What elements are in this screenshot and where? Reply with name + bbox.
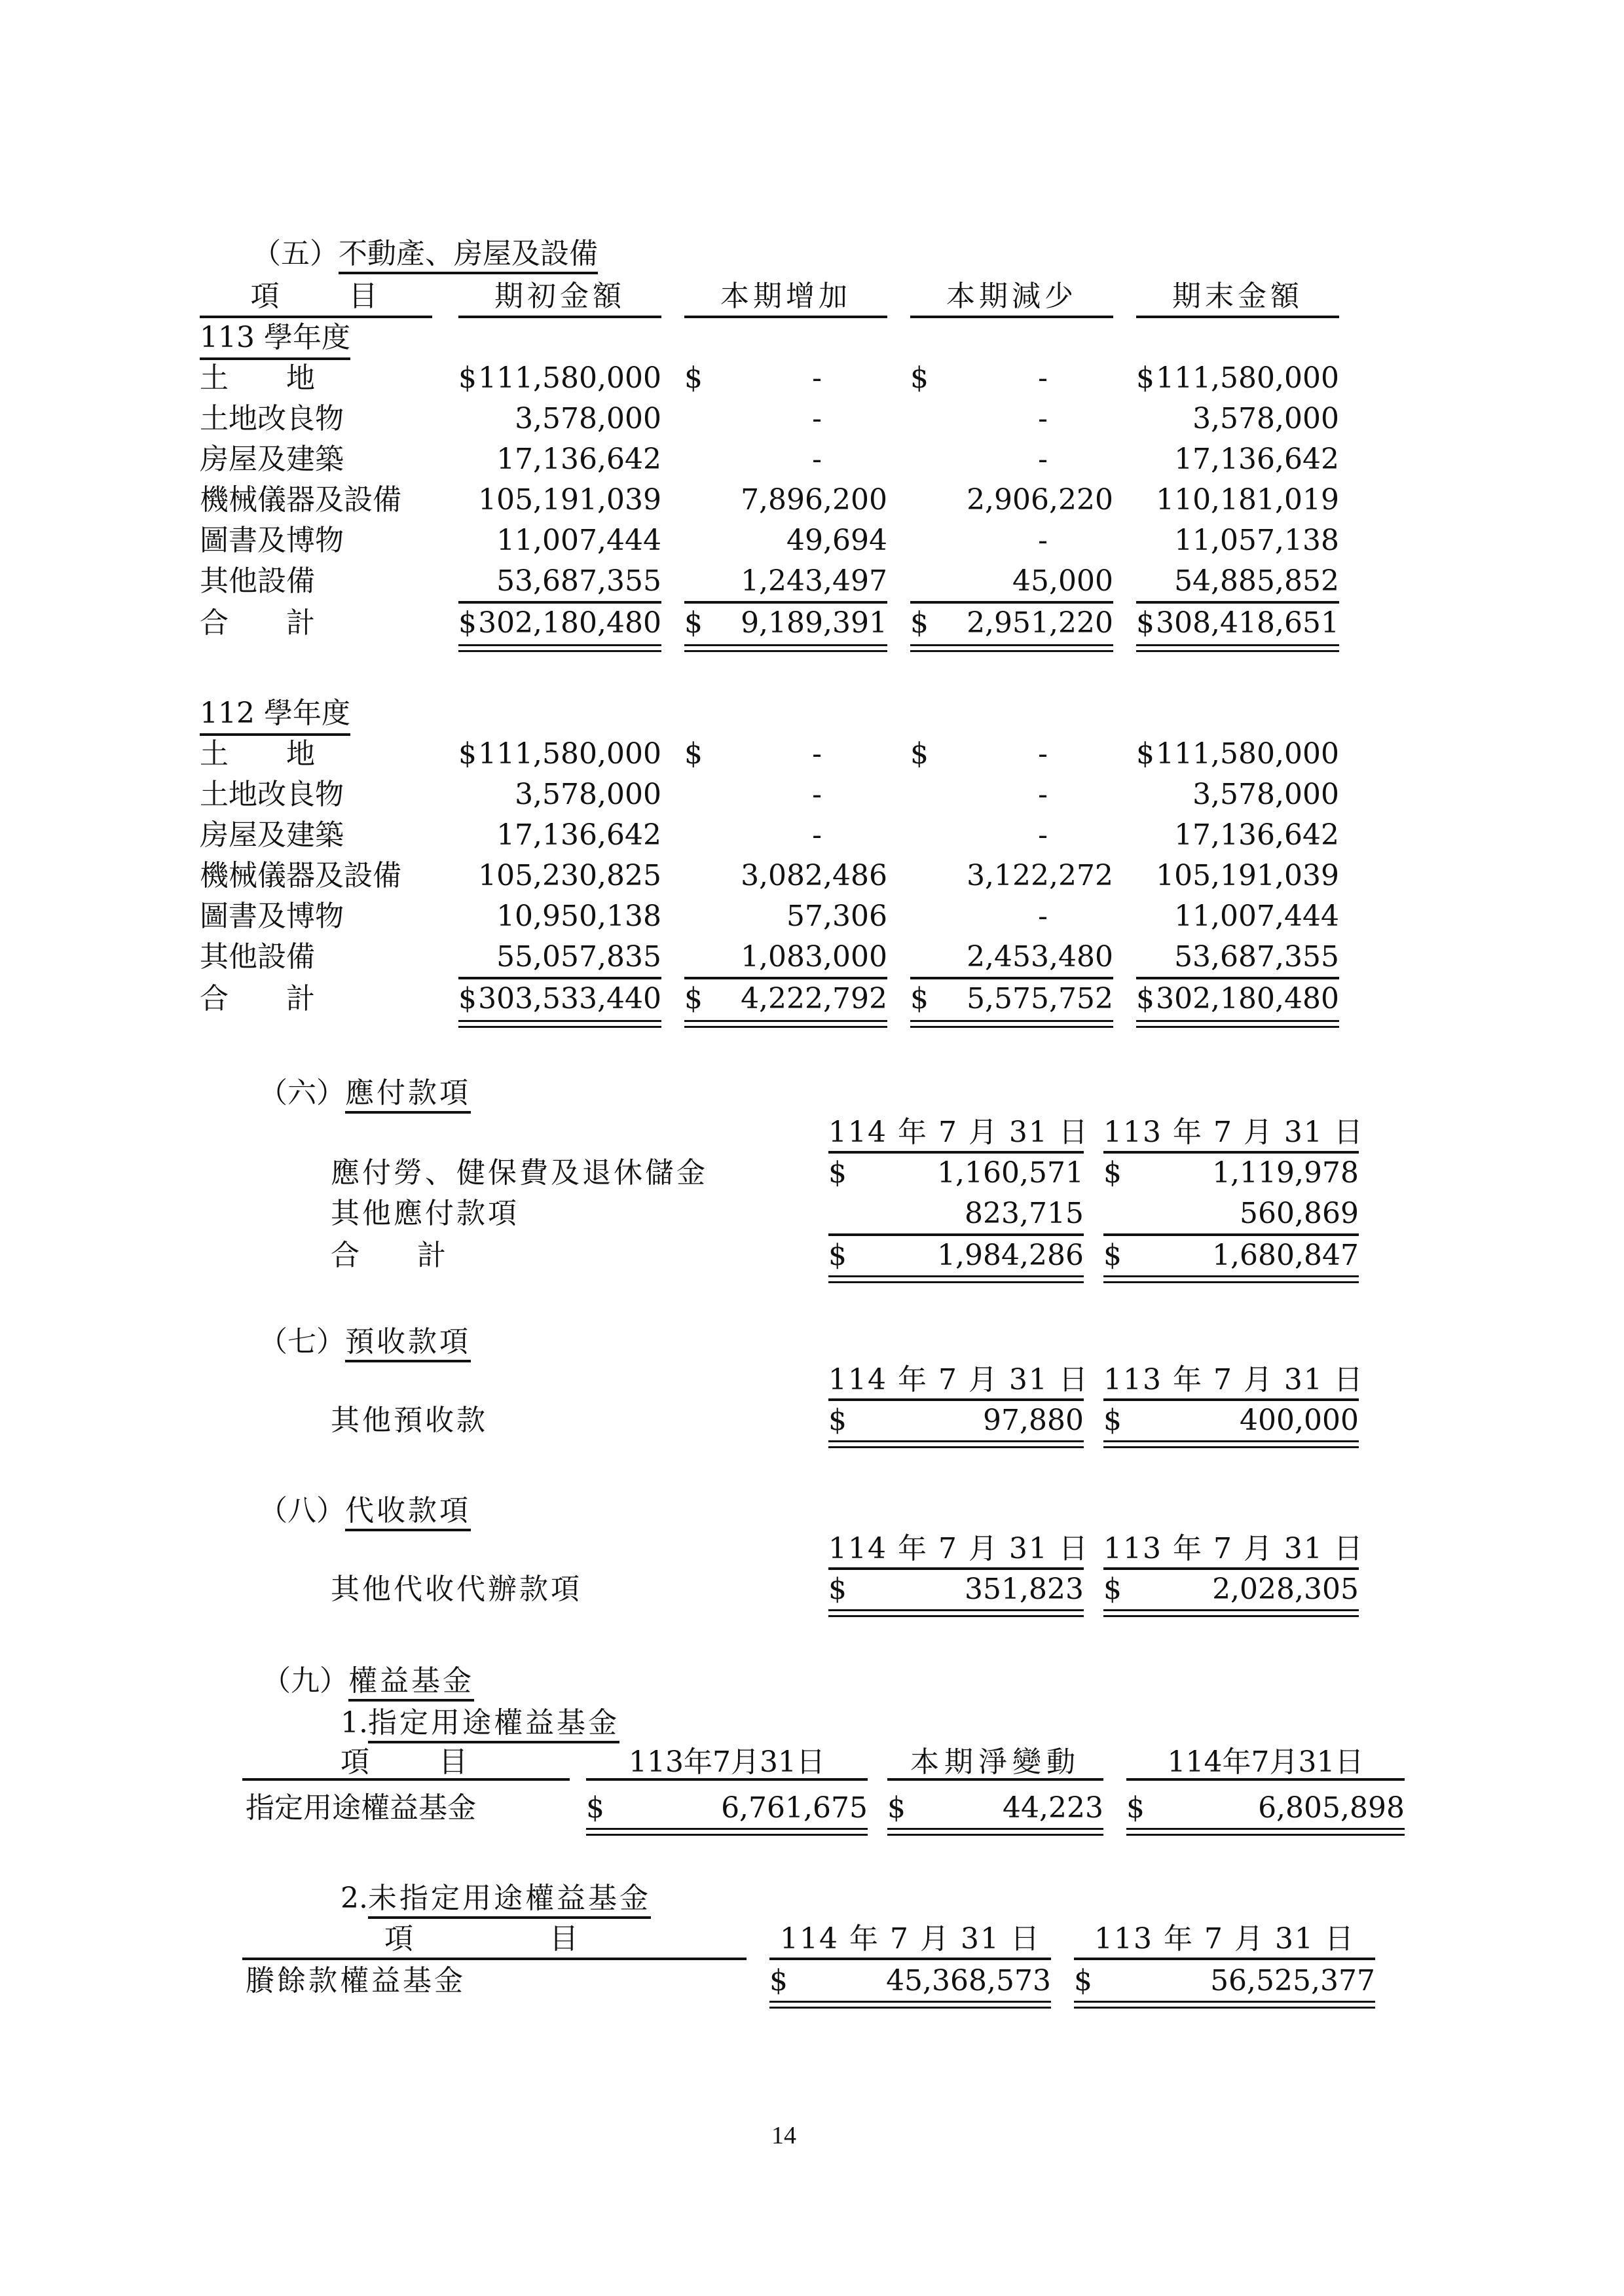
value: 3,082,486 bbox=[741, 859, 887, 892]
cell-begin bbox=[458, 981, 661, 1017]
value: 105,230,825 bbox=[478, 859, 661, 892]
value: 111,580,000 bbox=[478, 737, 661, 771]
s7-col-header-113: 113 年 7 月 31 日 bbox=[1103, 1363, 1364, 1396]
value: 302,180,480 bbox=[478, 606, 661, 640]
page-number: 14 bbox=[771, 2122, 796, 2149]
cell-begin bbox=[458, 563, 661, 600]
row-item: 其他預收款 bbox=[331, 1404, 488, 1437]
s6-col-header-114: 114 年 7 月 31 日 bbox=[828, 1116, 1089, 1149]
value: 6,805,898 bbox=[1258, 1791, 1405, 1825]
cell-113 bbox=[1103, 1237, 1359, 1274]
row-item: 其他設備 bbox=[200, 940, 315, 974]
value: - bbox=[812, 737, 822, 771]
total-double-line bbox=[1074, 2001, 1375, 2009]
value: - bbox=[1038, 402, 1048, 435]
section-8-title bbox=[259, 1493, 471, 1529]
cell-add bbox=[684, 401, 887, 437]
dollar-sign: $ bbox=[910, 361, 929, 395]
cell-sub bbox=[910, 858, 1113, 894]
cell-add bbox=[684, 898, 887, 935]
cell-end bbox=[1136, 981, 1339, 1017]
cell-change bbox=[887, 1790, 1103, 1827]
cell-add bbox=[684, 736, 887, 773]
subtotal-line bbox=[1136, 977, 1339, 979]
cell-begin bbox=[458, 858, 661, 894]
dollar-sign: $ bbox=[1136, 737, 1154, 771]
dollar-sign: $ bbox=[1103, 1156, 1122, 1190]
value: 823,715 bbox=[965, 1197, 1084, 1230]
cell-add bbox=[684, 482, 887, 519]
cell-114 bbox=[1126, 1790, 1405, 1827]
cell-begin bbox=[458, 482, 661, 519]
value: - bbox=[1038, 361, 1048, 395]
value: 111,580,000 bbox=[1156, 361, 1339, 395]
value: 55,057,835 bbox=[496, 940, 661, 974]
cell-add bbox=[684, 817, 887, 854]
cell-add bbox=[684, 522, 887, 559]
dollar-sign: $ bbox=[684, 737, 703, 771]
cell-begin bbox=[458, 817, 661, 854]
cell-begin bbox=[458, 441, 661, 478]
dollar-sign: $ bbox=[828, 1239, 847, 1272]
value: 17,136,642 bbox=[1174, 818, 1339, 852]
row-item: 土地改良物 bbox=[200, 778, 344, 811]
value: - bbox=[812, 361, 822, 395]
dollar-sign: $ bbox=[910, 606, 929, 640]
subtotal-line bbox=[828, 1233, 1084, 1236]
cell-end bbox=[1136, 522, 1339, 559]
cell-113 bbox=[1074, 1963, 1375, 1999]
value: 17,136,642 bbox=[496, 443, 661, 476]
value: 17,136,642 bbox=[1174, 443, 1339, 476]
s5-header-item: 項 目 bbox=[250, 280, 382, 313]
value: 110,181,019 bbox=[1156, 483, 1339, 517]
s9-1-header-114: 114年7月31日 bbox=[1167, 1745, 1364, 1779]
s9-2-header-item: 項 目 bbox=[384, 1922, 604, 1956]
s5-header-begin: 期初金額 bbox=[494, 280, 625, 313]
cell-add bbox=[684, 939, 887, 975]
dollar-sign: $ bbox=[1136, 982, 1154, 1015]
value: 1,119,978 bbox=[1212, 1156, 1359, 1190]
cell-add bbox=[684, 605, 887, 642]
row-item: 合 計 bbox=[331, 1239, 446, 1272]
value: 5,575,752 bbox=[967, 982, 1113, 1015]
s5-header-add: 本期增加 bbox=[720, 280, 851, 313]
cell-114 bbox=[769, 1963, 1051, 1999]
row-item: 應付勞、健保費及退休儲金 bbox=[331, 1156, 708, 1190]
header-underline bbox=[586, 1778, 868, 1781]
cell-sub bbox=[910, 563, 1113, 600]
row-item: 指定用途權益基金 bbox=[246, 1791, 476, 1825]
dollar-sign: $ bbox=[586, 1791, 604, 1825]
cell-sub bbox=[910, 482, 1113, 519]
value: 3,578,000 bbox=[1192, 402, 1339, 435]
value: 1,160,571 bbox=[937, 1156, 1084, 1190]
dollar-sign: $ bbox=[1074, 1964, 1092, 1997]
cell-sub bbox=[910, 360, 1113, 397]
value: - bbox=[812, 778, 822, 811]
cell-sub bbox=[910, 401, 1113, 437]
value: - bbox=[1038, 524, 1048, 557]
value: 97,880 bbox=[983, 1404, 1084, 1437]
total-double-line bbox=[828, 1275, 1084, 1283]
section-7-title bbox=[259, 1324, 471, 1360]
section-9-2-prefix: 2. bbox=[341, 1882, 368, 1915]
cell-113 bbox=[1103, 1402, 1359, 1439]
row-item: 合 計 bbox=[200, 606, 315, 640]
total-double-line bbox=[684, 644, 887, 652]
cell-begin bbox=[458, 360, 661, 397]
cell-113 bbox=[1103, 1571, 1359, 1608]
row-item: 合 計 bbox=[200, 982, 315, 1015]
total-double-line bbox=[887, 1828, 1103, 1836]
s5-header-sub: 本期減少 bbox=[946, 280, 1077, 313]
row-item: 其他代收代辦款項 bbox=[331, 1573, 582, 1606]
s5-period-113-label: 113 學年度 bbox=[200, 319, 350, 360]
value: 45,000 bbox=[1012, 564, 1113, 598]
cell-end bbox=[1136, 898, 1339, 935]
cell-end bbox=[1136, 482, 1339, 519]
col-header-underline bbox=[828, 1398, 1084, 1401]
cell-114 bbox=[828, 1571, 1084, 1608]
value: 1,083,000 bbox=[741, 940, 887, 974]
cell-begin bbox=[458, 776, 661, 813]
total-double-line bbox=[910, 1020, 1113, 1028]
section-9-2-title bbox=[341, 1880, 651, 1917]
row-item: 土地改良物 bbox=[200, 402, 344, 435]
value: - bbox=[812, 402, 822, 435]
dollar-sign: $ bbox=[828, 1404, 847, 1437]
col-header-underline bbox=[1103, 1567, 1359, 1570]
cell-sub bbox=[910, 736, 1113, 773]
cell-add bbox=[684, 563, 887, 600]
section-6-title bbox=[259, 1075, 471, 1112]
value: 2,906,220 bbox=[967, 483, 1113, 517]
row-item: 土 地 bbox=[200, 361, 315, 395]
section-9-heading: 權益基金 bbox=[348, 1664, 474, 1702]
dollar-sign: $ bbox=[1103, 1239, 1122, 1272]
cell-end bbox=[1136, 360, 1339, 397]
dollar-sign: $ bbox=[458, 737, 477, 771]
row-item: 其他應付款項 bbox=[331, 1197, 519, 1230]
cell-sub bbox=[910, 981, 1113, 1017]
dollar-sign: $ bbox=[1136, 361, 1154, 395]
s5-header-underline-end bbox=[1136, 316, 1339, 318]
cell-begin bbox=[458, 736, 661, 773]
cell-add bbox=[684, 858, 887, 894]
dollar-sign: $ bbox=[1126, 1791, 1145, 1825]
dollar-sign: $ bbox=[684, 982, 703, 1015]
total-double-line bbox=[769, 2001, 1051, 2009]
value: - bbox=[1038, 443, 1048, 476]
value: 10,950,138 bbox=[496, 900, 661, 933]
section-6-prefix: （六） bbox=[259, 1076, 345, 1110]
value: - bbox=[1038, 900, 1048, 933]
s9-2-header-114: 114 年 7 月 31 日 bbox=[780, 1922, 1041, 1956]
row-item: 圖書及博物 bbox=[200, 900, 344, 933]
row-item: 房屋及建築 bbox=[200, 818, 344, 852]
section-9-1-title bbox=[341, 1705, 619, 1741]
s5-header-underline-item bbox=[200, 316, 432, 318]
col-header-underline bbox=[828, 1151, 1084, 1154]
cell-end bbox=[1136, 858, 1339, 894]
s7-col-header-114: 114 年 7 月 31 日 bbox=[828, 1363, 1089, 1396]
cell-begin bbox=[458, 939, 661, 975]
row-item: 房屋及建築 bbox=[200, 443, 344, 476]
value: - bbox=[812, 443, 822, 476]
dollar-sign: $ bbox=[910, 982, 929, 1015]
total-double-line bbox=[910, 644, 1113, 652]
value: 1,243,497 bbox=[741, 564, 887, 598]
value: 2,951,220 bbox=[967, 606, 1113, 640]
value: 111,580,000 bbox=[1156, 737, 1339, 771]
s8-col-header-114: 114 年 7 月 31 日 bbox=[828, 1532, 1089, 1565]
header-underline bbox=[1074, 1958, 1375, 1960]
cell-113 bbox=[1103, 1155, 1359, 1192]
value: 3,578,000 bbox=[515, 402, 661, 435]
dollar-sign: $ bbox=[910, 737, 929, 771]
total-double-line bbox=[1103, 1440, 1359, 1448]
value: 3,578,000 bbox=[515, 778, 661, 811]
value: 6,761,675 bbox=[721, 1791, 868, 1825]
dollar-sign: $ bbox=[458, 982, 477, 1015]
value: 560,869 bbox=[1240, 1197, 1359, 1230]
section-9-title bbox=[262, 1663, 474, 1700]
subtotal-line bbox=[1136, 601, 1339, 604]
header-underline bbox=[242, 1958, 747, 1960]
value: 400,000 bbox=[1240, 1404, 1359, 1437]
row-item: 機械儀器及設備 bbox=[200, 483, 401, 517]
value: 44,223 bbox=[1003, 1791, 1103, 1825]
header-underline bbox=[242, 1778, 570, 1781]
row-item: 圖書及博物 bbox=[200, 524, 344, 557]
total-double-line bbox=[828, 1609, 1084, 1617]
value: 105,191,039 bbox=[1156, 859, 1339, 892]
total-double-line bbox=[1103, 1609, 1359, 1617]
subtotal-line bbox=[458, 977, 661, 979]
cell-end bbox=[1136, 939, 1339, 975]
value: 53,687,355 bbox=[496, 564, 661, 598]
value: 11,007,444 bbox=[496, 524, 661, 557]
value: 2,028,305 bbox=[1212, 1573, 1359, 1606]
section-8-heading: 代收款項 bbox=[345, 1494, 471, 1531]
cell-113 bbox=[1103, 1195, 1359, 1232]
value: 53,687,355 bbox=[1174, 940, 1339, 974]
header-underline bbox=[1126, 1778, 1405, 1781]
cell-sub bbox=[910, 522, 1113, 559]
total-double-line bbox=[684, 1020, 887, 1028]
value: 4,222,792 bbox=[741, 982, 887, 1015]
subtotal-line bbox=[684, 601, 887, 604]
dollar-sign: $ bbox=[684, 361, 703, 395]
subtotal-line bbox=[1103, 1233, 1359, 1236]
cell-sub bbox=[910, 441, 1113, 478]
total-double-line bbox=[1126, 1828, 1405, 1836]
s5-header-underline-begin bbox=[458, 316, 661, 318]
dollar-sign: $ bbox=[769, 1964, 788, 1997]
cell-sub bbox=[910, 605, 1113, 642]
section-7-heading: 預收款項 bbox=[345, 1325, 471, 1362]
s9-2-header-113: 113 年 7 月 31 日 bbox=[1094, 1922, 1355, 1956]
dollar-sign: $ bbox=[887, 1791, 906, 1825]
value: 105,191,039 bbox=[478, 483, 661, 517]
value: - bbox=[1038, 737, 1048, 771]
cell-add bbox=[684, 776, 887, 813]
dollar-sign: $ bbox=[828, 1156, 847, 1190]
cell-sub bbox=[910, 817, 1113, 854]
col-header-underline bbox=[1103, 1398, 1359, 1401]
value: 57,306 bbox=[786, 900, 887, 933]
total-double-line bbox=[458, 1020, 661, 1028]
row-item: 其他設備 bbox=[200, 564, 315, 598]
cell-begin bbox=[458, 401, 661, 437]
total-double-line bbox=[1136, 1020, 1339, 1028]
col-header-underline bbox=[828, 1567, 1084, 1570]
value: 1,680,847 bbox=[1212, 1239, 1359, 1272]
section-7-prefix: （七） bbox=[259, 1325, 345, 1358]
total-double-line bbox=[1103, 1275, 1359, 1283]
cell-end bbox=[1136, 441, 1339, 478]
cell-end bbox=[1136, 563, 1339, 600]
value: 302,180,480 bbox=[1156, 982, 1339, 1015]
cell-add bbox=[684, 981, 887, 1017]
cell-sub bbox=[910, 898, 1113, 935]
cell-add bbox=[684, 360, 887, 397]
dollar-sign: $ bbox=[684, 606, 703, 640]
value: - bbox=[812, 818, 822, 852]
section-5-prefix: （五） bbox=[252, 237, 339, 270]
value: 308,418,651 bbox=[1156, 606, 1339, 640]
cell-begin bbox=[458, 522, 661, 559]
cell-end bbox=[1136, 605, 1339, 642]
row-item: 機械儀器及設備 bbox=[200, 859, 401, 892]
cell-114 bbox=[828, 1195, 1084, 1232]
value: 111,580,000 bbox=[478, 361, 661, 395]
cell-end bbox=[1136, 401, 1339, 437]
value: 303,533,440 bbox=[478, 982, 661, 1015]
subtotal-line bbox=[458, 601, 661, 604]
value: 7,896,200 bbox=[741, 483, 887, 517]
cell-114 bbox=[828, 1402, 1084, 1439]
value: - bbox=[1038, 818, 1048, 852]
cell-end bbox=[1136, 776, 1339, 813]
cell-sub bbox=[910, 939, 1113, 975]
s9-1-header-item: 項 目 bbox=[341, 1745, 471, 1779]
s5-header-underline-add bbox=[684, 316, 887, 318]
s5-period-112-label: 112 學年度 bbox=[200, 695, 350, 736]
section-6-heading: 應付款項 bbox=[345, 1076, 471, 1114]
header-underline bbox=[769, 1958, 1051, 1960]
section-9-1-heading: 指定用途權益基金 bbox=[368, 1706, 619, 1743]
value: 3,122,272 bbox=[967, 859, 1113, 892]
s6-col-header-113: 113 年 7 月 31 日 bbox=[1103, 1116, 1364, 1149]
row-item: 賸餘款權益基金 bbox=[246, 1964, 466, 1997]
section-5-heading: 不動產、房屋及設備 bbox=[339, 237, 598, 274]
section-5-title bbox=[252, 236, 598, 272]
total-double-line bbox=[458, 644, 661, 652]
value: 9,189,391 bbox=[741, 606, 887, 640]
value: 1,984,286 bbox=[937, 1239, 1084, 1272]
value: 56,525,377 bbox=[1210, 1964, 1375, 1997]
value: 351,823 bbox=[965, 1573, 1084, 1606]
section-8-prefix: （八） bbox=[259, 1494, 345, 1527]
s5-header-underline-sub bbox=[910, 316, 1113, 318]
value: - bbox=[1038, 778, 1048, 811]
cell-sub bbox=[910, 776, 1113, 813]
dollar-sign: $ bbox=[458, 606, 477, 640]
dollar-sign: $ bbox=[1103, 1404, 1122, 1437]
cell-end bbox=[1136, 817, 1339, 854]
row-item: 土 地 bbox=[200, 737, 315, 771]
value: 2,453,480 bbox=[967, 940, 1113, 974]
cell-begin bbox=[458, 605, 661, 642]
cell-114 bbox=[828, 1237, 1084, 1274]
cell-113 bbox=[586, 1790, 868, 1827]
col-header-underline bbox=[1103, 1151, 1359, 1154]
s5-header-end: 期末金額 bbox=[1172, 280, 1303, 313]
cell-114 bbox=[828, 1155, 1084, 1192]
value: 54,885,852 bbox=[1174, 564, 1339, 598]
value: 3,578,000 bbox=[1192, 778, 1339, 811]
total-double-line bbox=[586, 1828, 868, 1836]
value: 11,057,138 bbox=[1174, 524, 1339, 557]
dollar-sign: $ bbox=[458, 361, 477, 395]
section-9-1-prefix: 1. bbox=[341, 1706, 368, 1740]
subtotal-line bbox=[684, 977, 887, 979]
cell-begin bbox=[458, 898, 661, 935]
value: 11,007,444 bbox=[1174, 900, 1339, 933]
dollar-sign: $ bbox=[1103, 1573, 1122, 1606]
dollar-sign: $ bbox=[1136, 606, 1154, 640]
subtotal-line bbox=[910, 601, 1113, 604]
value: 49,694 bbox=[786, 524, 887, 557]
subtotal-line bbox=[910, 977, 1113, 979]
total-double-line bbox=[1136, 644, 1339, 652]
total-double-line bbox=[828, 1440, 1084, 1448]
dollar-sign: $ bbox=[828, 1573, 847, 1606]
section-9-2-heading: 未指定用途權益基金 bbox=[368, 1882, 651, 1919]
s9-1-header-change: 本期淨變動 bbox=[910, 1745, 1080, 1779]
cell-end bbox=[1136, 736, 1339, 773]
s9-1-header-113: 113年7月31日 bbox=[629, 1745, 825, 1779]
value: 45,368,573 bbox=[886, 1964, 1051, 1997]
header-underline bbox=[887, 1778, 1103, 1781]
section-9-prefix: （九） bbox=[262, 1664, 348, 1698]
cell-add bbox=[684, 441, 887, 478]
value: 17,136,642 bbox=[496, 818, 661, 852]
s8-col-header-113: 113 年 7 月 31 日 bbox=[1103, 1532, 1364, 1565]
